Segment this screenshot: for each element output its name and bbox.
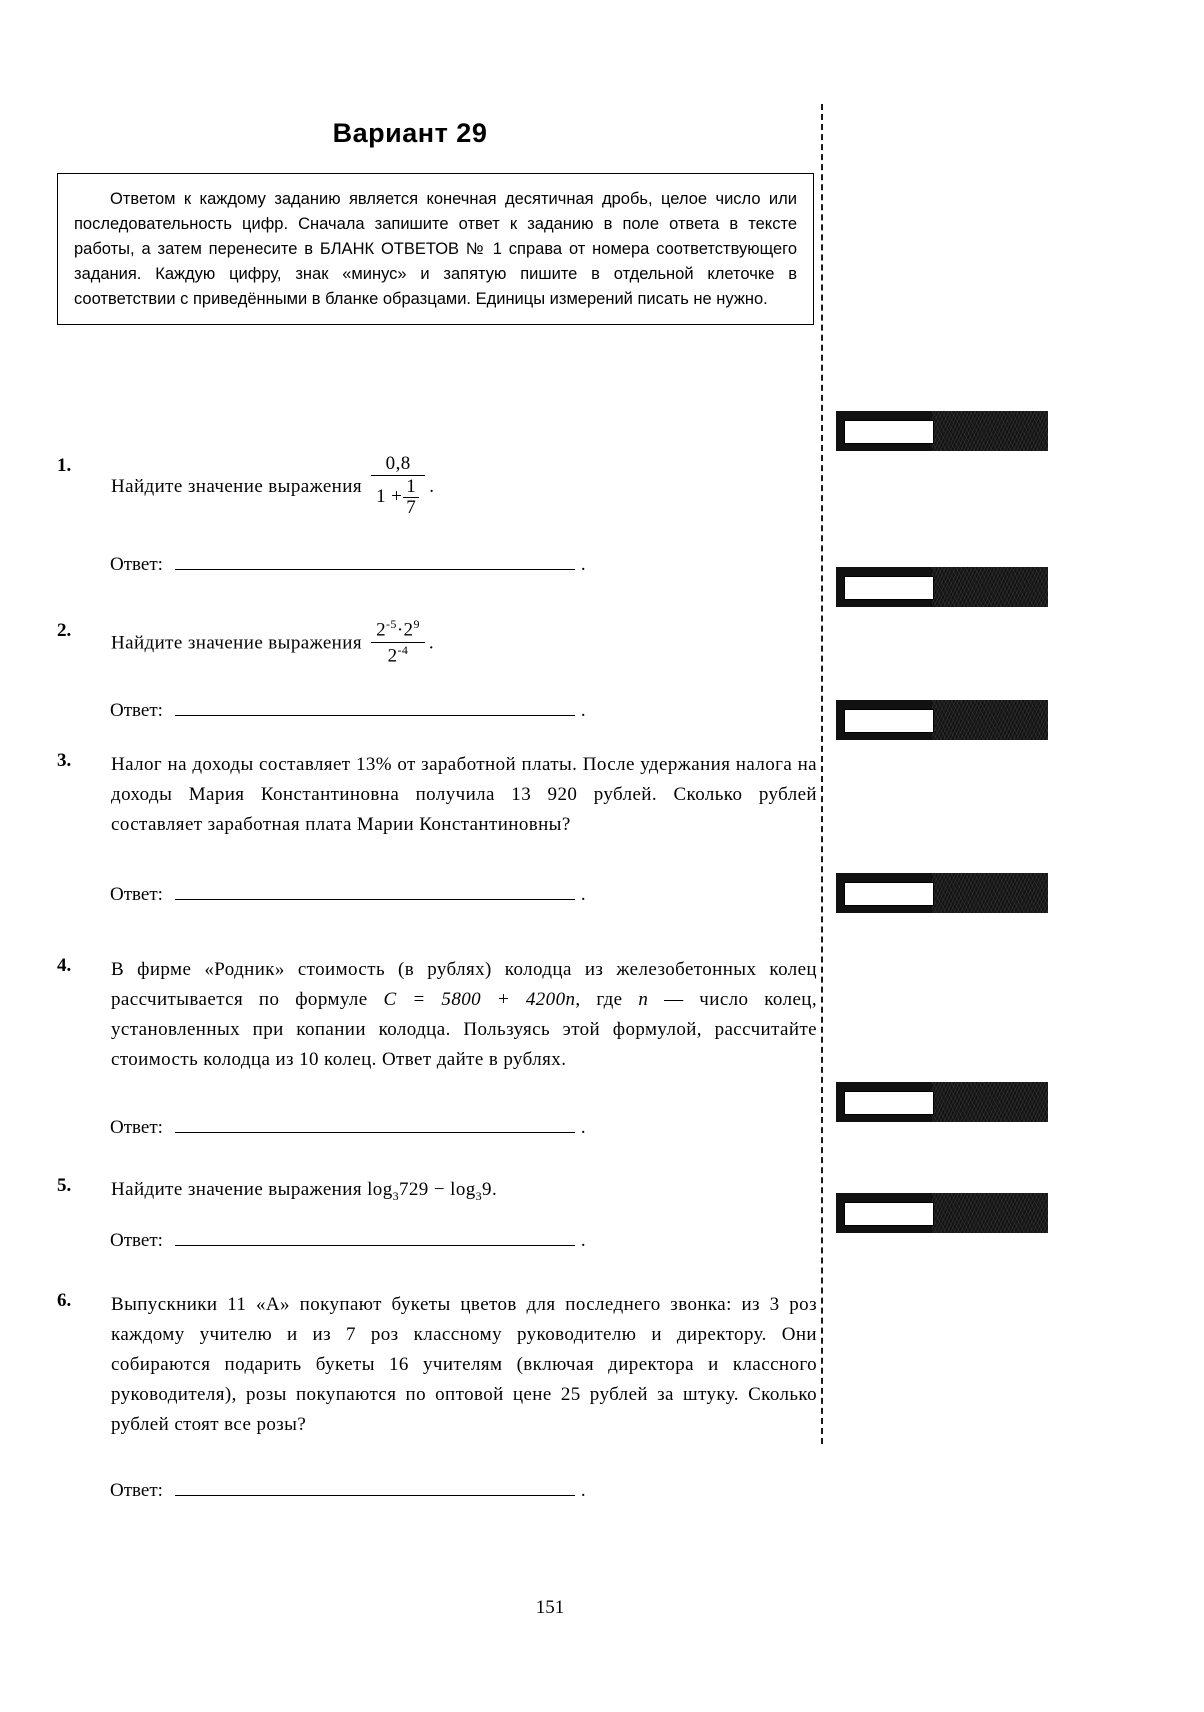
- task-4-number: 4.: [57, 955, 72, 976]
- task-3: [57, 750, 817, 840]
- task-3-text: Налог на доходы составляет 13% от заработной платы. После удержания налога на доходы Мария Константиновна получила 13 920 рублей. Сколько рублей составляет заработная плата Марии Константиновны?: [111, 754, 817, 836]
- answer-strip-3[interactable]: [836, 700, 1048, 740]
- task-5-number: 5.: [57, 1175, 72, 1196]
- task-2: [57, 617, 817, 668]
- task-2-text: Найдите значение выражения: [111, 632, 362, 654]
- task-5-body: [111, 1175, 817, 1206]
- task-5-answer-input[interactable]: [175, 1232, 575, 1246]
- task-6-text: Выпускники 11 «А» покупают букеты цветов для последнего звонка: из 3 роз каждому учителю и из 7 роз классному руководителю и директору. Они собираются подарить букеты 16 учителям (включая директора и классного руководителя), розы покупаются по оптовой цене 25 рублей за штуку. Сколько рублей стоят все розы?: [111, 1294, 817, 1436]
- task-3-number: 3.: [57, 750, 72, 771]
- answer-strip-6[interactable]: [836, 1193, 1048, 1233]
- answer-cell-5[interactable]: [844, 1091, 934, 1115]
- task-2-den-base: 2: [387, 644, 398, 666]
- task-6-answer-period: .: [580, 1480, 586, 1501]
- strip-texture-6: [932, 1193, 1048, 1233]
- task-3-answer-period: .: [580, 884, 586, 905]
- strip-texture-4: [932, 873, 1048, 913]
- task-6: [57, 1290, 817, 1440]
- task-5-answer-row: [110, 1230, 586, 1252]
- task-1-answer-period: .: [580, 554, 586, 575]
- answer-cell-1[interactable]: [844, 420, 934, 444]
- task-4-formula: C = 5800 + 4200n: [383, 989, 576, 1011]
- task-2-num-exp1: -5: [386, 617, 397, 631]
- task-6-answer-input[interactable]: [175, 1482, 575, 1496]
- task-1: [57, 455, 817, 520]
- task-1-answer-label: Ответ:: [110, 554, 163, 575]
- task-5-log1: log: [367, 1179, 393, 1200]
- task-1-number: 1.: [57, 455, 72, 476]
- answer-strip-5[interactable]: [836, 1082, 1048, 1122]
- strip-texture-2: [932, 567, 1048, 607]
- task-5-log2-arg: 9: [482, 1179, 492, 1200]
- task-5-log1-base: 3: [392, 1188, 399, 1203]
- task-5-answer-label: Ответ:: [110, 1230, 163, 1251]
- task-2-fraction: [371, 618, 425, 666]
- task-4-body: [111, 955, 817, 1075]
- task-5-log1-arg: 729: [399, 1179, 429, 1200]
- task-5-period: .: [491, 1179, 498, 1200]
- task-1-fraction: [371, 453, 425, 518]
- task-4-answer-period: .: [580, 1117, 586, 1138]
- task-1-den-prefix: 1 +: [376, 486, 403, 508]
- answer-cell-6[interactable]: [844, 1202, 934, 1226]
- task-4-text-1: В фирме «Родник» стоимость (в рублях) колодца из железобетонных колец рассчитывается по формуле: [111, 959, 817, 1011]
- answer-strip-1[interactable]: [836, 411, 1048, 451]
- task-1-answer-row: [110, 554, 586, 576]
- task-2-num-base1: 2: [376, 619, 387, 641]
- task-2-answer-row: [110, 700, 586, 722]
- task-5-expression: [367, 1179, 492, 1203]
- task-1-numerator: 0,8: [385, 453, 411, 474]
- task-5-answer-period: .: [580, 1230, 586, 1251]
- answer-cell-2[interactable]: [844, 576, 934, 600]
- task-2-period: .: [428, 632, 435, 654]
- task-2-number: 2.: [57, 620, 72, 641]
- task-6-number: 6.: [57, 1290, 72, 1311]
- task-3-answer-label: Ответ:: [110, 884, 163, 905]
- strip-texture-3: [932, 700, 1048, 740]
- answer-cell-3[interactable]: [844, 709, 934, 733]
- task-4: [57, 955, 817, 1075]
- task-2-answer-period: .: [580, 700, 586, 721]
- task-2-den-exp: -4: [397, 642, 409, 657]
- task-2-answer-label: Ответ:: [110, 700, 163, 721]
- task-2-num-mid: ·: [396, 619, 404, 641]
- task-1-inner-num: 1: [406, 476, 417, 498]
- task-1-period: .: [429, 475, 435, 497]
- answer-strip-4[interactable]: [836, 873, 1048, 913]
- answer-cell-4[interactable]: [844, 882, 934, 906]
- task-2-denominator: [371, 642, 425, 667]
- instruction-box: Ответом к каждому заданию является конечная десятичная дробь, целое число или последовательность цифр. Сначала запишите ответ к заданию в поле ответа в тексте работы, а затем перенесите в БЛАНК ОТВЕТОВ № 1 справа от номера соответствующего задания. Каждую цифру, знак «минус» и запятую пишите в отдельной клеточке в соответствии с приведёнными в бланке образцами. Единицы измерений писать не нужно.: [57, 173, 814, 325]
- page-title: Вариант 29: [332, 118, 488, 148]
- task-5-log2-base: 3: [475, 1188, 483, 1203]
- task-1-answer-input[interactable]: [175, 556, 575, 570]
- task-3-answer-input[interactable]: [175, 886, 575, 900]
- task-1-inner-den: 7: [403, 497, 419, 518]
- dashed-separator: [821, 104, 823, 1444]
- task-4-answer-row: [110, 1117, 586, 1139]
- task-4-answer-label: Ответ:: [110, 1117, 163, 1138]
- task-6-answer-label: Ответ:: [110, 1480, 163, 1501]
- task-4-variable: n: [638, 989, 649, 1011]
- task-2-numerator: [371, 618, 425, 642]
- task-4-text-3: — число колец, установленных при копании колодца. Пользуясь этой формулой, рассчитайте стоимость колодца из 10 колец. Ответ дайте в рублях.: [111, 989, 818, 1071]
- task-4-answer-input[interactable]: [175, 1119, 575, 1133]
- task-6-answer-row: [110, 1480, 586, 1502]
- task-4-text-2: , где: [575, 989, 623, 1011]
- page-number: 151: [535, 1597, 565, 1618]
- task-5-text: Найдите значение выражения: [111, 1179, 362, 1200]
- task-2-answer-input[interactable]: [175, 702, 575, 716]
- task-2-num-base2: 2: [403, 619, 414, 641]
- task-1-inner-fraction: [403, 477, 419, 518]
- task-1-body: [111, 455, 817, 520]
- task-2-body: [111, 617, 817, 668]
- strip-texture-1: [932, 411, 1048, 451]
- task-3-answer-row: [110, 884, 586, 906]
- task-5: [57, 1175, 817, 1206]
- strip-texture-5: [932, 1082, 1048, 1122]
- answer-strip-2[interactable]: [836, 567, 1048, 607]
- task-1-denominator: [371, 475, 425, 518]
- task-2-num-exp2: 9: [413, 617, 420, 631]
- task-5-minus: −: [433, 1179, 445, 1200]
- task-5-log2: log: [450, 1179, 476, 1200]
- task-1-text: Найдите значение выражения: [111, 475, 362, 497]
